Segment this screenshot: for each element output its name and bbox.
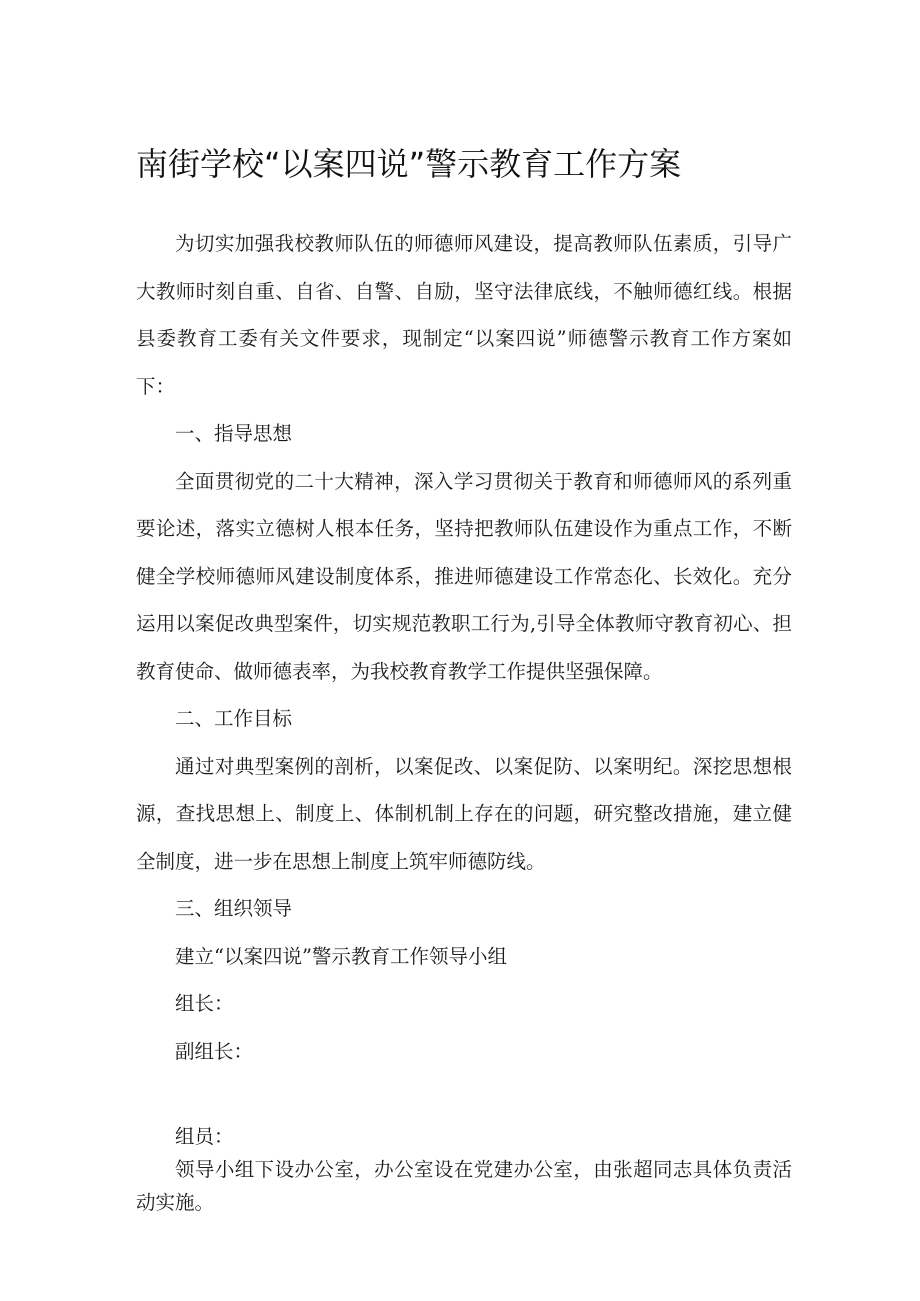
section-2-heading: 二、工作目标 bbox=[175, 707, 293, 730]
section-1-paragraph: 全面贯彻党的二十大精神，深入学习贯彻关于教育和师德师风的系列重要论述，落实立德树人根本任务，坚持把教师队伍建设作为重点工作，不断健全学校师德师风建设制度体系，推进师德建设工作常态化、长效化。充分运用以案促改典型案件，切实规范教职工行为,引导全体教师守教育初心、担教育使命、做师德表率，为我校教育教学工作提供坚强保障。 bbox=[136, 469, 792, 683]
leader-label: 组长： bbox=[175, 992, 234, 1015]
section-1-heading: 一、指导思想 bbox=[175, 422, 293, 445]
office-note-paragraph: 领导小组下设办公室，办公室设在党建办公室，由张超同志具体负责活动实施。 bbox=[136, 1158, 792, 1214]
document-body bbox=[136, 220, 792, 1075]
section-3-heading: 三、组织领导 bbox=[175, 897, 293, 920]
section-3-line: 建立“以案四说”警示教育工作领导小组 bbox=[175, 944, 507, 968]
document-title: 南街学校“以案四说”警示教育工作方案 bbox=[136, 145, 682, 183]
deputy-leader-label: 副组长： bbox=[175, 1039, 254, 1063]
intro-paragraph: 为切实加强我校教师队伍的师德师风建设，提高教师队伍素质，引导广大教师时刻自重、自省、自警、自励，坚守法律底线，不触师德红线。根据县委教育工委有关文件要求，现制定“以案四说”师德警示教育工作方案如下： bbox=[136, 232, 792, 398]
section-2-paragraph: 通过对典型案例的剖析，以案促改、以案促防、以案明纪。深挖思想根源，查找思想上、制度上、体制机制上存在的问题，研究整改措施，建立健全制度，进一步在思想上制度上筑牢师德防线。 bbox=[136, 754, 792, 873]
member-label: 组员： bbox=[175, 1125, 234, 1148]
document-body-lower bbox=[136, 1120, 792, 1219]
